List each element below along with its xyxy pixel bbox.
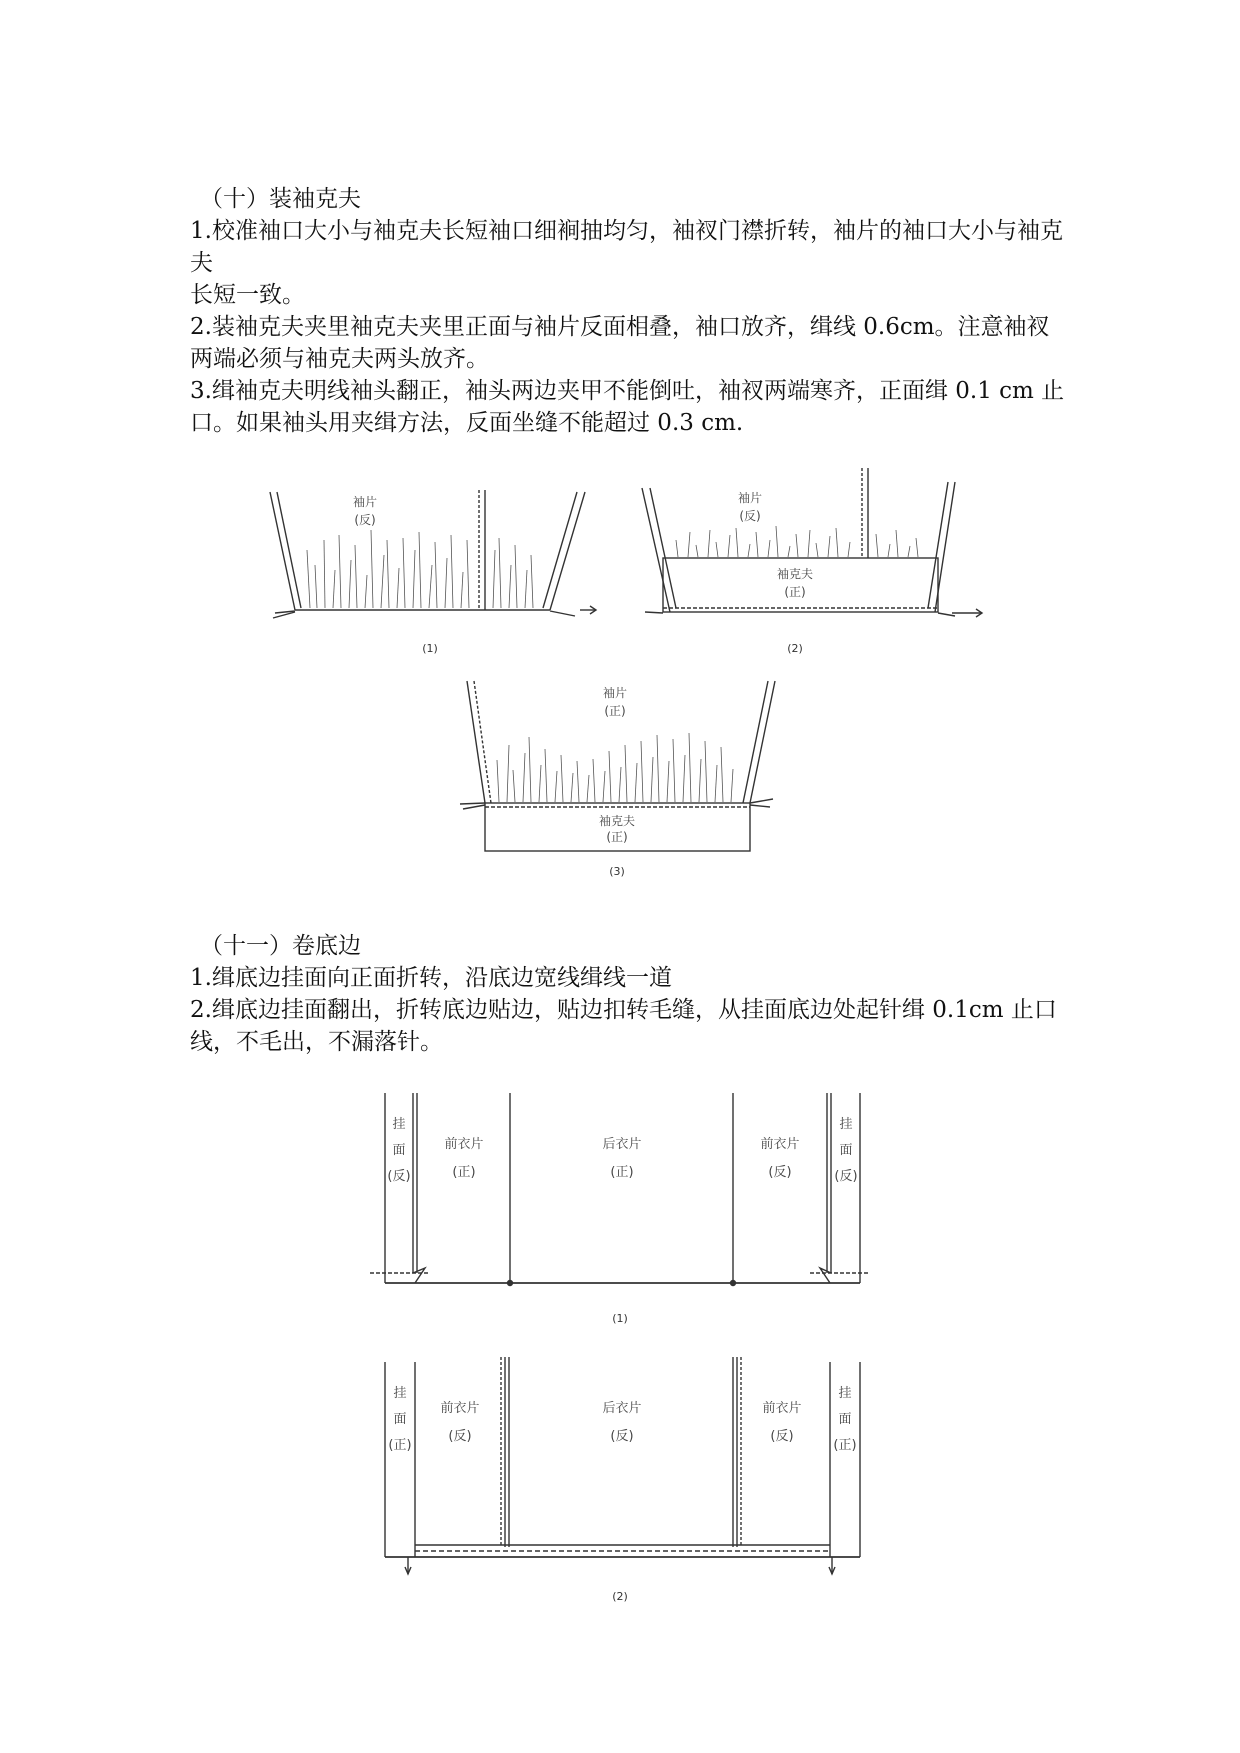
section-11-heading: （十一）卷底边 xyxy=(200,933,361,959)
section-11-paragraph-2: 2.缉底边挂面翻出，折转底边贴边，贴边扣转毛缝，从挂面底边处起针缉 0.1cm 止口线，不毛出，不漏落针。 xyxy=(190,997,1057,1055)
hem-fig2-label: (2) xyxy=(612,1590,628,1603)
fig3-label: (3) xyxy=(609,865,625,878)
fig2-piece-side: (反) xyxy=(739,509,761,523)
section-10-paragraph-4: 3.缉袖克夫明线袖头翻正，袖头两边夹甲不能倒吐，袖衩两端寒齐，正面缉 0.1 cm 止口。如果袖头用夹缉方法，反面坐缝不能超过 0.3 cm. xyxy=(190,378,1065,436)
section-11-text xyxy=(190,930,1070,1058)
fig1-piece-side: (反) xyxy=(354,513,376,527)
fig1-front-left-name: 前衣片 xyxy=(444,1137,484,1152)
fig2-back-name: 后衣片 xyxy=(602,1401,642,1416)
section-10-paragraph-3: 2.装袖克夫夹里袖克夫夹里正面与袖片反面相叠，袖口放齐，缉线 0.6cm。注意袖衩两端必须与袖克夫两头放齐。 xyxy=(190,314,1050,372)
fig1-front-left-side: (正) xyxy=(452,1165,476,1180)
fig2-facing-left-1: 挂 xyxy=(393,1386,407,1401)
fig1-front-right-side: (反) xyxy=(768,1165,792,1180)
hem-figure-2-drawing xyxy=(370,1352,870,1612)
fig2-facing-left-2: 面 xyxy=(393,1412,407,1427)
cuff-figure-1-drawing xyxy=(255,480,600,660)
fig1-back-name: 后衣片 xyxy=(602,1137,642,1152)
cuff-figure-3-drawing xyxy=(455,675,795,885)
fig1-back-side: (正) xyxy=(610,1165,634,1180)
section-10-paragraph-2: 长短一致。 xyxy=(190,282,305,308)
hem-fig1-label: (1) xyxy=(612,1312,628,1325)
hem-figure-1-drawing xyxy=(370,1088,870,1333)
fig1-front-right-name: 前衣片 xyxy=(760,1137,800,1152)
fig1-label: (1) xyxy=(422,642,438,655)
fig1-facing-right-3: (反) xyxy=(834,1169,858,1184)
fig1-facing-left-2: 面 xyxy=(392,1143,406,1158)
fig2-facing-right-3: (正) xyxy=(833,1438,857,1453)
fig3-piece-name: 袖片 xyxy=(602,686,628,700)
fig2-piece-name: 袖片 xyxy=(737,491,763,505)
cuff-figure-2-drawing xyxy=(630,460,990,660)
fig1-facing-right-1: 挂 xyxy=(839,1117,853,1132)
cuff-figure-3 xyxy=(455,675,795,885)
fig1-piece-name: 袖片 xyxy=(352,495,378,509)
fig1-facing-right-2: 面 xyxy=(839,1143,853,1158)
fig2-label: (2) xyxy=(787,642,803,655)
fig2-back-side: (反) xyxy=(610,1429,634,1444)
hem-figure-2 xyxy=(370,1352,870,1612)
fig2-cuff-side: (正) xyxy=(784,585,806,599)
cuff-figure-1 xyxy=(255,480,600,660)
fig3-piece-side: (正) xyxy=(604,704,626,718)
section-10-text xyxy=(190,183,1070,439)
section-11-paragraph-1: 1.缉底边挂面向正面折转，沿底边宽线缉线一道 xyxy=(190,965,672,991)
fig2-front-right-name: 前衣片 xyxy=(762,1401,802,1416)
fig2-front-left-side: (反) xyxy=(448,1429,472,1444)
fig2-cuff-name: 袖克夫 xyxy=(776,567,814,581)
fig2-facing-right-1: 挂 xyxy=(838,1386,852,1401)
fig1-facing-left-3: (反) xyxy=(387,1169,411,1184)
fig2-front-right-side: (反) xyxy=(770,1429,794,1444)
fig2-facing-left-3: (正) xyxy=(388,1438,412,1453)
fig3-cuff-side: (正) xyxy=(606,830,628,844)
fig3-cuff-name: 袖克夫 xyxy=(598,814,636,828)
fig2-facing-right-2: 面 xyxy=(838,1412,852,1427)
cuff-figure-2 xyxy=(630,460,990,660)
hem-figure-1 xyxy=(370,1088,870,1333)
fig1-facing-left-1: 挂 xyxy=(392,1117,406,1132)
section-10-heading: （十）装袖克夫 xyxy=(200,186,361,212)
section-10-paragraph-1: 1.校准袖口大小与袖克夫长短袖口细裥抽均匀，袖衩门襟折转，袖片的袖口大小与袖克夫 xyxy=(190,218,1063,276)
fig2-front-left-name: 前衣片 xyxy=(440,1401,480,1416)
